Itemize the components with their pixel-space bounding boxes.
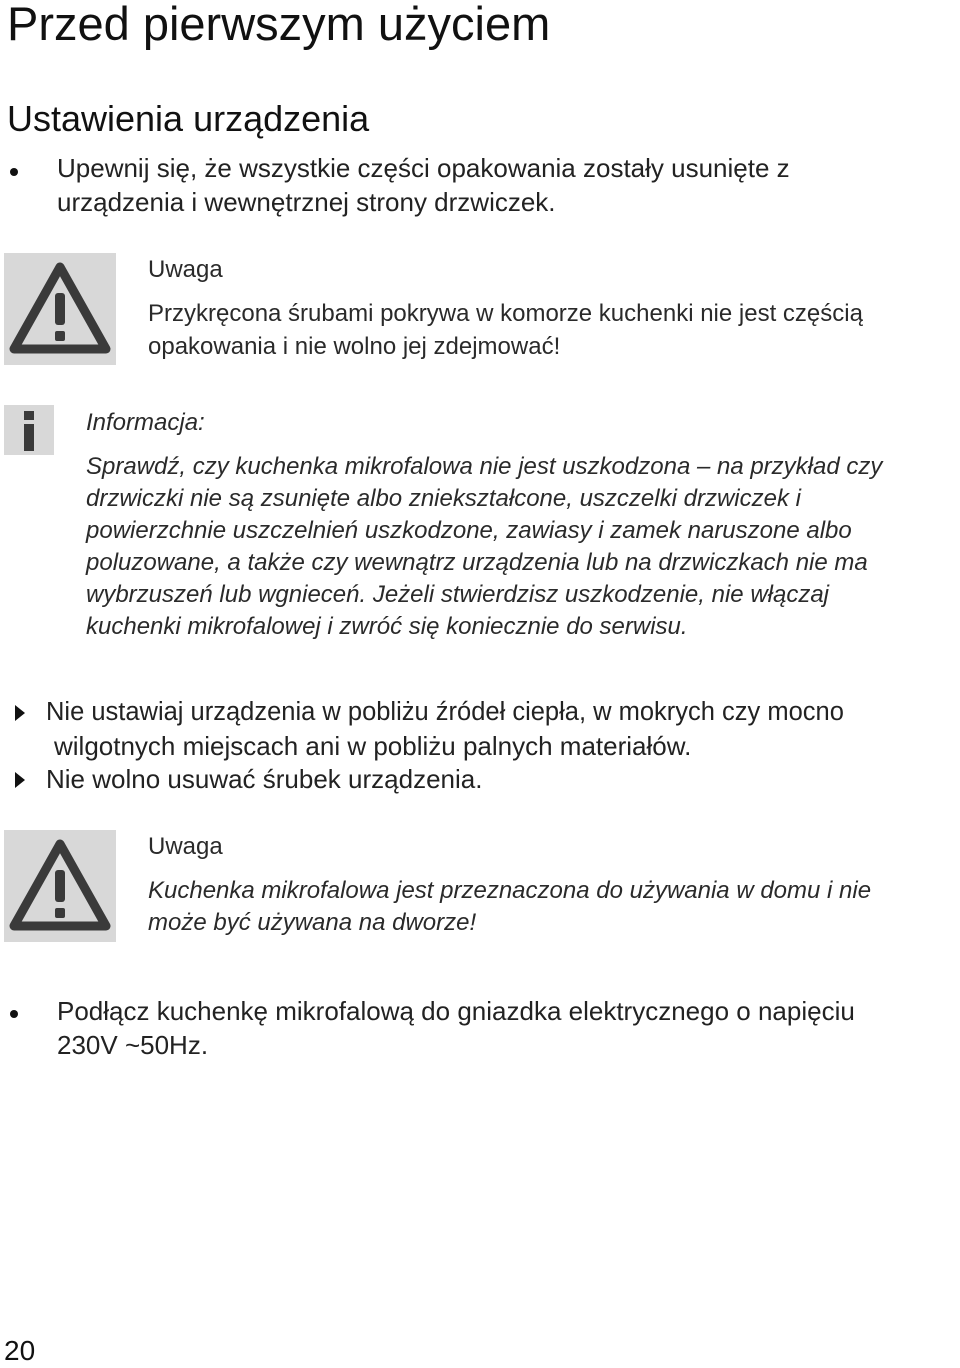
- section-title: Ustawienia urządzenia: [7, 98, 370, 139]
- info-text-line: drzwiczki nie są zsunięte albo zniekształcone, uszczelki drzwiczek i: [86, 485, 801, 512]
- arrow-bullet-icon: [15, 772, 25, 788]
- arrow-item-text-line: wilgotnych miejscach ani w pobliżu palnych materiałów.: [54, 731, 692, 761]
- page-number: 20: [4, 1335, 36, 1366]
- arrow-bullet-icon: [15, 705, 25, 721]
- bullet-text-line: Podłącz kuchenkę mikrofalową do gniazdka elektrycznego o napięciu: [57, 996, 855, 1026]
- info-text-line: wybrzuszeń lub wgnieceń. Jeżeli stwierdzisz uszkodzenie, nie włączaj: [86, 581, 830, 608]
- info-text-line: poluzowane, a także czy wewnątrz urządzenia lub na drzwiczkach nie ma: [86, 549, 868, 576]
- bullet-dot-icon: [10, 168, 18, 176]
- warning-heading: Uwaga: [148, 833, 223, 860]
- warning-text-line: Kuchenka mikrofalowa jest przeznaczona do używania w domu i nie: [148, 877, 872, 904]
- warning-text-line: Przykręcona śrubami pokrywa w komorze kuchenki nie jest częścią: [148, 300, 863, 327]
- info-icon: [4, 405, 54, 455]
- warning-triangle-icon: [4, 253, 116, 365]
- bullet-dot-icon: [10, 1010, 18, 1018]
- info-text-line: powierzchnie uszczelnień uszkodzone, zawiasy i zamek naruszone albo: [86, 517, 852, 544]
- bullet-text-line: 230V ~50Hz.: [57, 1030, 209, 1060]
- warning-triangle-icon: [4, 830, 116, 942]
- arrow-item-text-line: Nie ustawiaj urządzenia w pobliżu źródeł ciepła, w mokrych czy mocno: [46, 698, 844, 726]
- bullet-text-line: urządzenia i wewnętrznej strony drzwiczek.: [57, 187, 556, 217]
- arrow-item-text-line: Nie wolno usuwać śrubek urządzenia.: [46, 764, 483, 794]
- page-title: Przed pierwszym użyciem: [7, 0, 551, 50]
- bullet-text-line: Upewnij się, że wszystkie części opakowania zostały usunięte z: [57, 153, 790, 183]
- info-heading: Informacja:: [86, 409, 205, 436]
- info-text-line: Sprawdź, czy kuchenka mikrofalowa nie jest uszkodzona – na przykład czy: [86, 453, 883, 480]
- info-text-line: kuchenki mikrofalowej i zwróć się koniecznie do serwisu.: [86, 613, 688, 640]
- warning-heading: Uwaga: [148, 256, 223, 283]
- warning-text-line: opakowania i nie wolno jej zdejmować!: [148, 333, 561, 360]
- warning-text-line: może być używana na dworze!: [148, 909, 477, 936]
